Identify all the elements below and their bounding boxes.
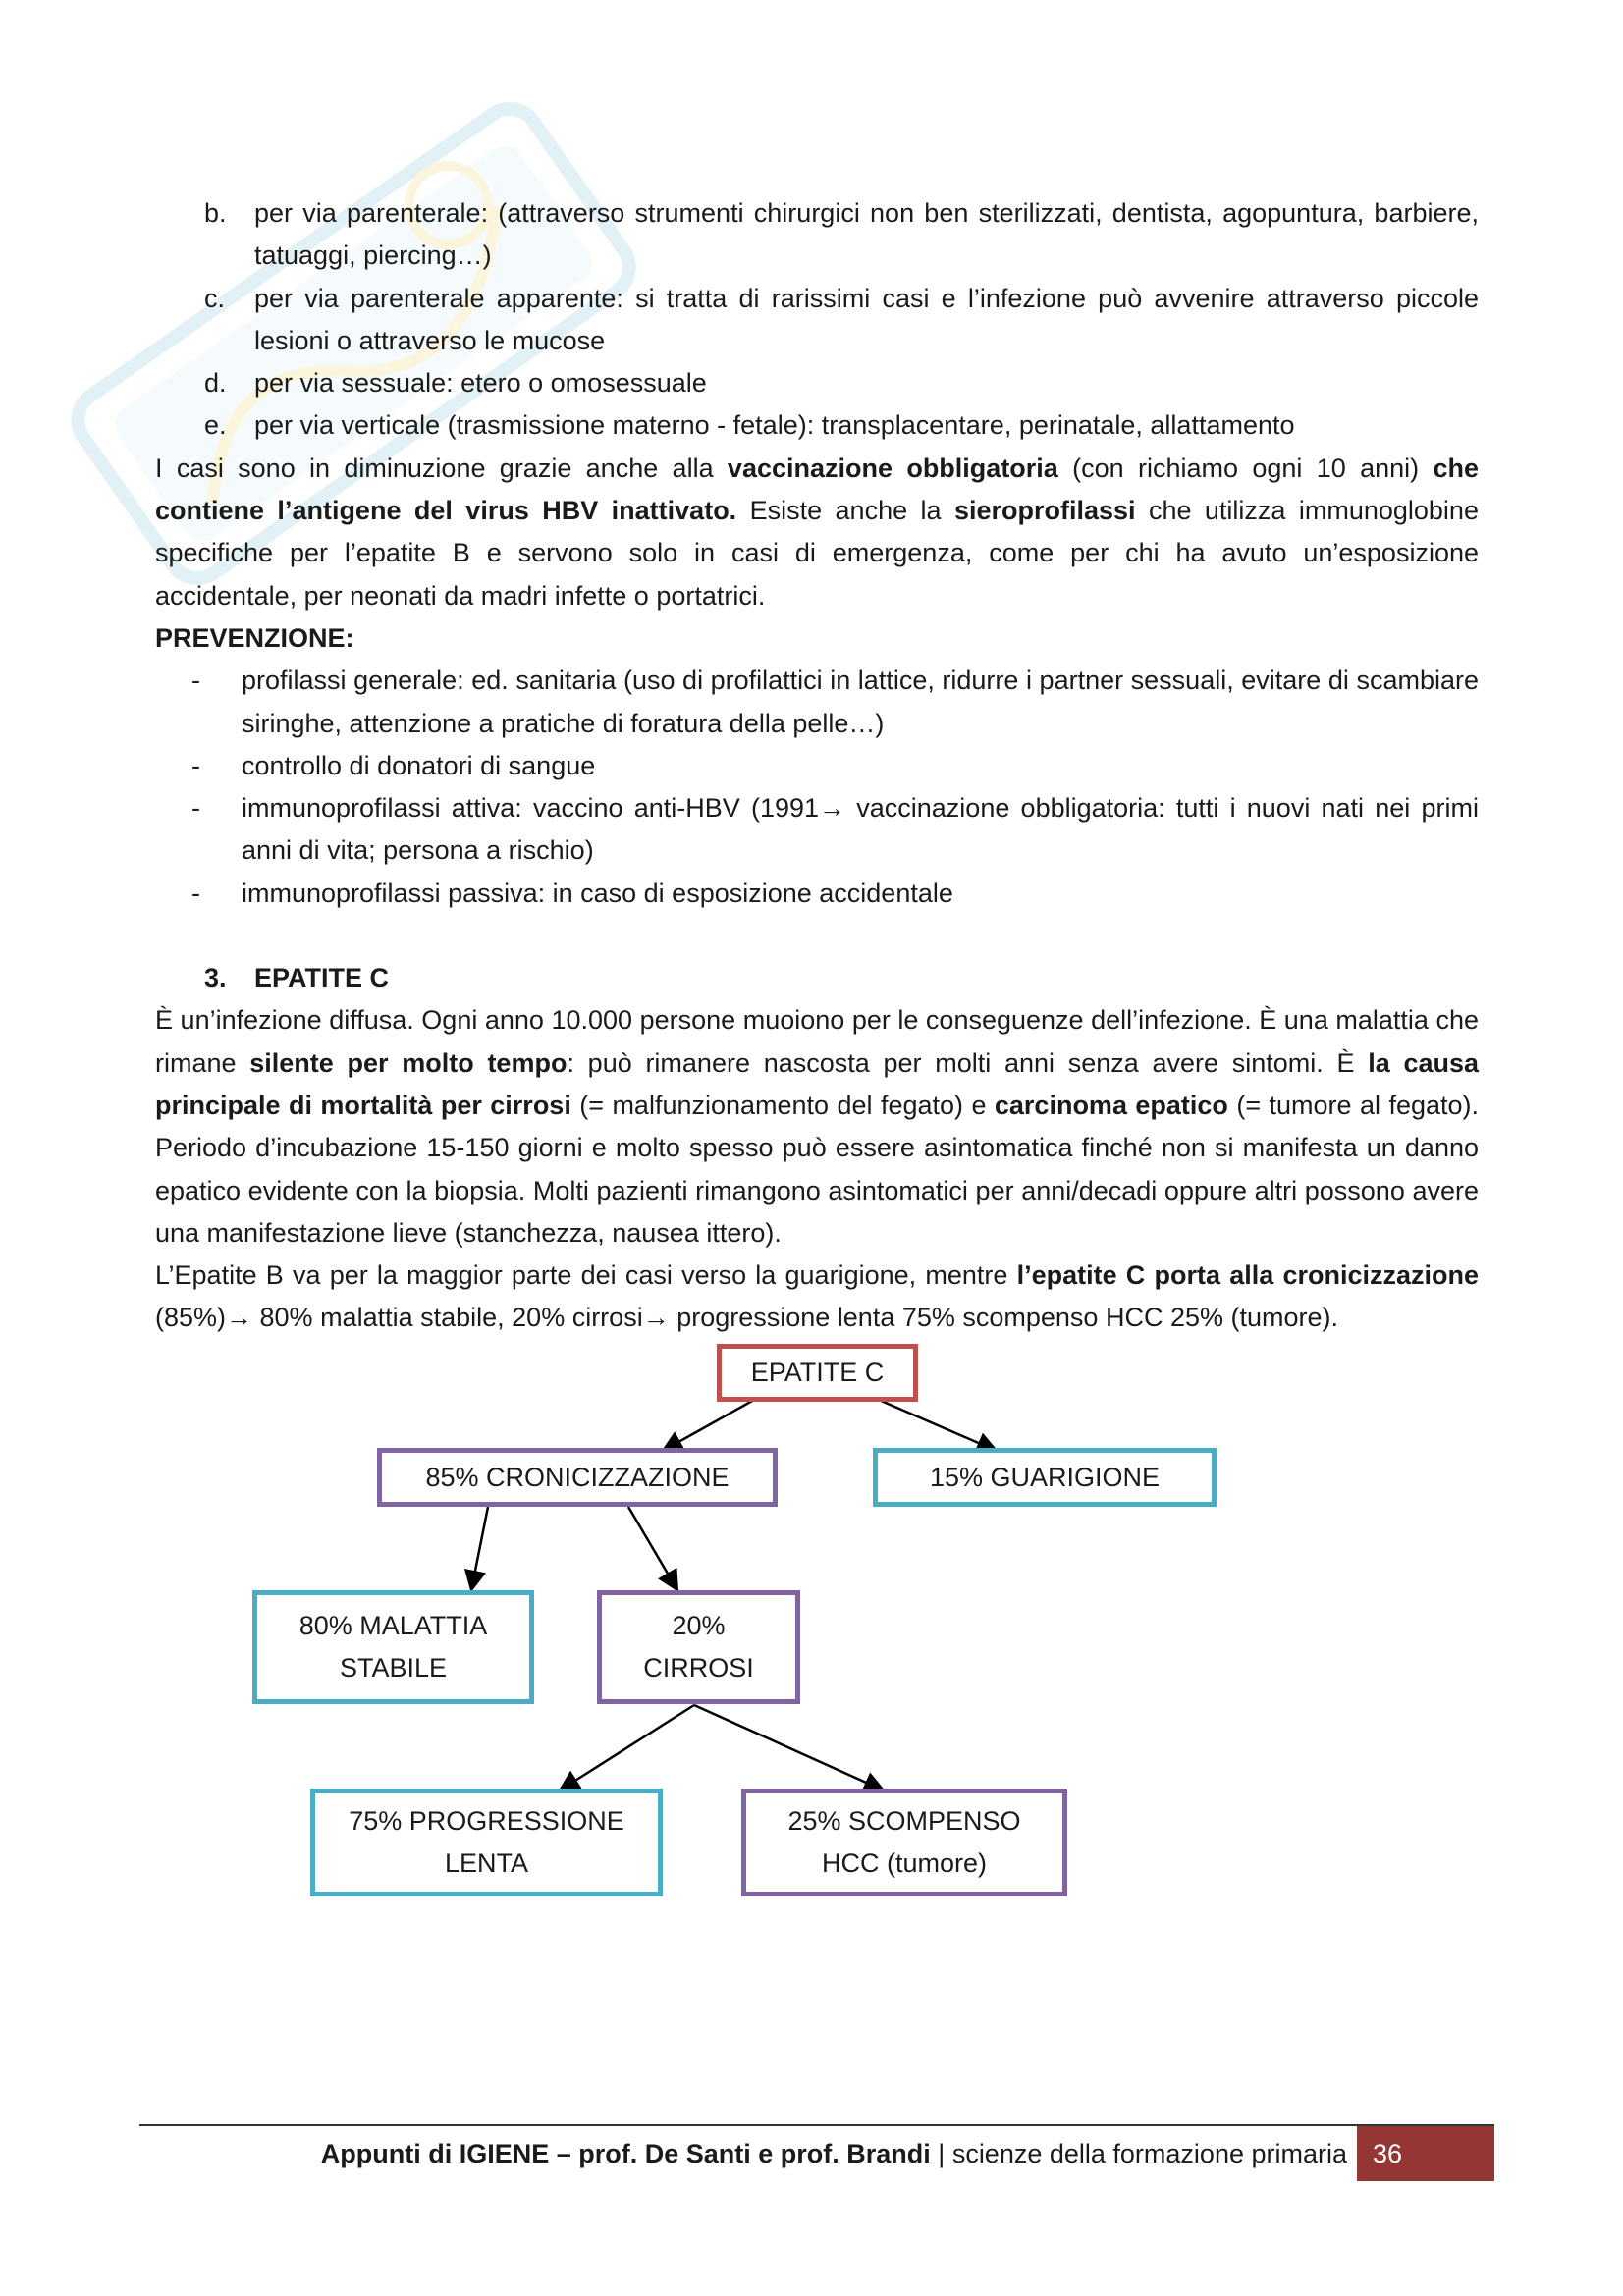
node-label: 15% GUARIGIONE — [929, 1462, 1161, 1492]
text-run: (= tumore al fegato). Periodo d’incubazione 15-150 giorni e molto spesso può essere asintomatica finché non si manifesta un danno epatico evidente con la biopsia. Molti pazienti rimangono asintomatici per anni/decadi oppure altri possono avere una manifestazione lieve (stanchezza, nausea ittero). — [155, 1090, 1479, 1248]
prevention-list — [155, 660, 1479, 915]
text-run: (85%)→ 80% malattia stabile, 20% cirrosi→ progressione lenta 75% scompenso HCC 25% (tumore). — [155, 1303, 1339, 1333]
list-text: per via parenterale apparente: si tratta di rarissimi casi e l’infezione può avvenire attraverso piccole lesioni o attraverso le mucose — [254, 283, 1479, 355]
node-chronicization — [377, 1448, 778, 1507]
section-title: EPATITE C — [254, 963, 390, 993]
arrow-root-chronic — [663, 1400, 754, 1451]
node-cirrhosis — [597, 1590, 800, 1704]
page-footer — [139, 2126, 1494, 2181]
text-run: che utilizza immunoglobine specifiche per l’epatite B e servono solo in casi di emergenza, come per chi ha avuto un’esposizione accidentale, per neonati da madri infette o portatrici. — [155, 496, 1479, 611]
node-healing — [873, 1448, 1217, 1507]
list-item — [155, 660, 1479, 745]
node-epatite-c — [717, 1344, 918, 1402]
bold-run: silente per molto tempo — [249, 1047, 568, 1078]
list-item — [155, 787, 1479, 873]
list-marker: e. — [204, 410, 227, 441]
list-item — [155, 278, 1479, 363]
node-label: LENTA — [444, 1848, 529, 1878]
section-heading — [155, 957, 1479, 999]
arrow-cirrhosis-slow — [560, 1705, 694, 1790]
node-label: 85% CRONICIZZAZIONE — [425, 1462, 730, 1492]
text-run: : può rimanere nascosta per molti anni senza avere sintomi. È — [567, 1047, 1369, 1078]
list-text: immunoprofilassi passiva: in caso di esposizione accidentale — [242, 878, 953, 908]
list-text: per via verticale (trasmissione materno - fetale): transplacentare, perinatale, allattamento — [254, 410, 1295, 441]
node-label: CIRROSI — [643, 1653, 754, 1682]
bold-run: l’epatite C porta alla cronicizzazione — [1016, 1260, 1479, 1291]
page-number: 36 — [1357, 2126, 1494, 2181]
text-run: (= malfunzionamento del fegato) e — [570, 1090, 995, 1120]
footer-program: scienze della formazione primaria — [951, 2139, 1347, 2168]
spacer — [155, 915, 1479, 957]
list-marker: d. — [204, 368, 227, 399]
list-text: immunoprofilassi attiva: vaccino anti-HBV (1991→ vaccinazione obbligatoria: tutti i nuovi nati nei primi anni di vita; persona a rischio) — [242, 793, 1479, 866]
list-text: profilassi generale: ed. sanitaria (uso di profilattici in lattice, ridurre i partner sessuali, evitare di scambiare siringhe, attenzione a pratiche di foratura della pelle…) — [242, 666, 1479, 738]
list-marker: - — [191, 878, 200, 908]
list-marker: - — [191, 750, 200, 780]
node-decompensation — [741, 1789, 1067, 1896]
footer-separator: | — [930, 2139, 952, 2168]
alpha-list — [155, 192, 1479, 448]
comparison-paragraph — [155, 1255, 1479, 1340]
list-marker: c. — [204, 283, 226, 313]
hepatitis-c-paragraph — [155, 999, 1479, 1255]
node-label: HCC (tumore) — [821, 1848, 987, 1878]
list-item — [155, 404, 1479, 447]
section-number: 3. — [204, 963, 227, 993]
list-text: per via sessuale: etero o omosessuale — [254, 368, 707, 399]
arrow-chronic-stable — [471, 1507, 488, 1590]
node-slow-progression — [310, 1789, 663, 1896]
vaccination-paragraph — [155, 448, 1479, 617]
bold-run: la causa principale di mortalità per cirrosi — [155, 1047, 1479, 1120]
list-item — [155, 192, 1479, 278]
footer-course: Appunti di IGIENE – prof. De Santi e prof. Brandi — [320, 2139, 931, 2168]
footer-text — [321, 2126, 1347, 2181]
list-marker: - — [191, 793, 200, 824]
node-label: 25% SCOMPENSO — [787, 1806, 1021, 1836]
list-marker: - — [191, 666, 200, 696]
list-item — [155, 873, 1479, 915]
bold-run: che contiene l’antigene del virus HBV inattivato. — [155, 453, 1479, 526]
arrow-cirrhosis-decomp — [694, 1705, 884, 1790]
page-content — [155, 192, 1479, 1340]
text-run: È un’infezione diffusa. Ogni anno 10.000 persone muoiono per le conseguenze dell’infezione. È una malattia che rimane — [155, 1005, 1479, 1078]
bold-run: carcinoma epatico — [994, 1090, 1228, 1120]
text-run: Esiste anche la — [736, 496, 954, 526]
list-item — [155, 745, 1479, 787]
text-run: L’Epatite B va per la maggior parte dei casi verso la guarigione, mentre — [155, 1260, 1017, 1291]
node-label: EPATITE C — [750, 1358, 885, 1387]
node-label: 75% PROGRESSIONE — [349, 1806, 624, 1836]
list-marker: b. — [204, 198, 227, 228]
node-label: STABILE — [339, 1653, 448, 1682]
text-run: I casi sono in diminuzione grazie anche alla — [155, 453, 728, 483]
list-text: per via parenterale: (attraverso strumenti chirurgici non ben sterilizzati, dentista, agopuntura, barbiere, tatuaggi, piercing…) — [254, 198, 1479, 271]
prevention-heading: PREVENZIONE: — [155, 622, 354, 653]
node-label: 80% MALATTIA — [298, 1611, 488, 1640]
bold-run: sieroprofilassi — [953, 496, 1136, 526]
node-stable-disease — [252, 1590, 534, 1704]
bold-run: vaccinazione obbligatoria — [727, 453, 1058, 483]
list-text: controllo di donatori di sangue — [242, 750, 596, 780]
list-item — [155, 362, 1479, 404]
arrow-root-healing — [879, 1400, 997, 1451]
node-label: 20% — [672, 1611, 726, 1640]
text-run: (con richiamo ogni 10 anni) — [1057, 453, 1434, 483]
arrow-chronic-cirrhosis — [628, 1507, 677, 1590]
